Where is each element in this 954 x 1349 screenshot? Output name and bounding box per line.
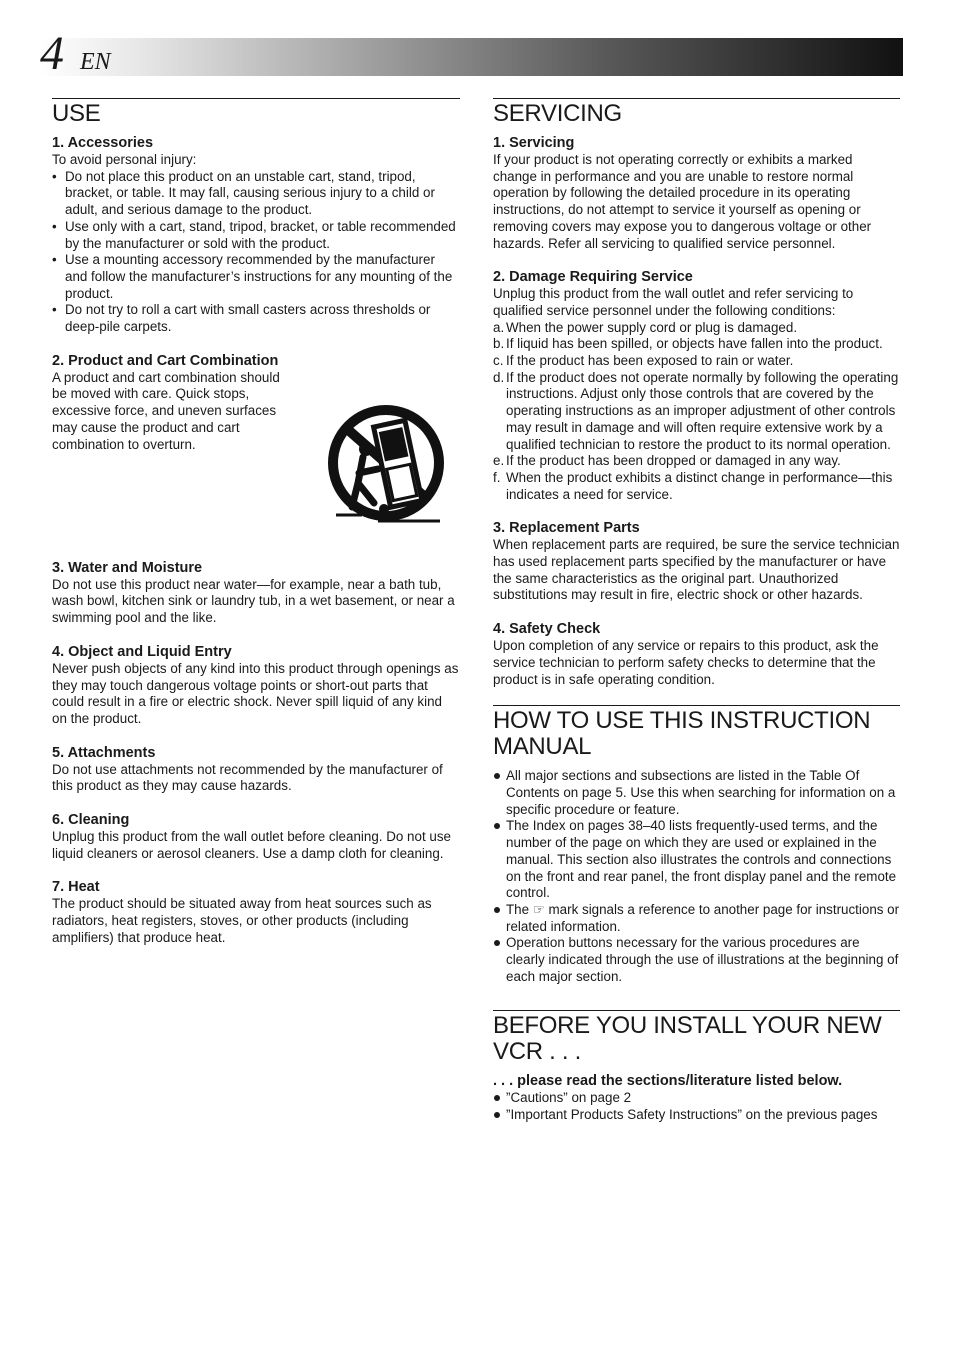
section-title-servicing: SERVICING — [493, 98, 900, 127]
list-item: • Do not place this product on an unstable cart, stand, tripod, bracket, or table. It may fall, causing serious injury to a child or adult, and serious damage to the product. — [52, 168, 435, 218]
accessories-heading: 1. Accessories — [52, 135, 154, 151]
water-text: Do not use this product near water—for example, near a bath tub, wash bowl, kitchen sink or laundry tub, in a wet basement, or near a swimming pool and the like. — [52, 576, 455, 626]
list-item: All major sections and subsections are listed in the Table Of Contents on page 5. Use this when searching for information on a specific procedure or feature. — [493, 768, 900, 818]
safety-heading: 4. Safety Check — [493, 621, 601, 638]
list-item: Operation buttons necessary for the various procedures are clearly indicated through the use of illustrations at the beginning of each major section. — [493, 935, 900, 985]
list-item: a. When the power supply cord or plug is damaged. — [493, 319, 798, 335]
object-heading: 4. Object and Liquid Entry — [52, 643, 232, 660]
servicing-text: If your product is not operating correctly or exhibits a marked change in performance and you are unable to restore normal operation by following the detailed procedure in its operating instructions, do not attempt to service it yourself as opening or removing covers may expose you to dangerous voltage or other hazards. Refer all servicing to qualified service personnel. — [493, 152, 872, 251]
accessories-list — [52, 169, 460, 336]
before-list — [493, 1090, 900, 1123]
cart-block — [52, 353, 460, 543]
heat-text: The product should be situated away from heat sources such as radiators, heat registers, stoves, or other products (including amplifiers) that produce heat. — [52, 896, 432, 945]
section-title-howto: HOW TO USE THIS INSTRUCTION MANUAL — [493, 705, 900, 760]
right-column — [493, 98, 900, 1141]
replacement-heading: 3. Replacement Parts — [493, 520, 640, 537]
list-item: • Use only with a cart, stand, tripod, bracket, or table recommended by the manufacturer or sold with the product. — [52, 218, 456, 251]
damage-block — [493, 269, 900, 503]
list-item: f. When the product exhibits a distinct change in performance—this indicates a need for service. — [493, 469, 893, 502]
heat-heading: 7. Heat — [52, 879, 100, 896]
bullet-dot-icon — [494, 773, 500, 779]
cart-heading: 2. Product and Cart Combination — [52, 352, 279, 369]
howto-list — [493, 768, 900, 985]
page-language: EN — [80, 49, 111, 75]
servicing-block — [493, 135, 900, 252]
bullet-dot-icon — [494, 907, 500, 913]
object-text: Never push objects of any kind into this product through openings as they may touch dangerous voltage points or short-out parts that could result in a fire or electric shock. Never spill liquid of any kind on the product. — [52, 660, 459, 726]
before-subheading: . . . please read the sections/literature listed below. — [493, 1073, 843, 1090]
damage-list — [493, 320, 900, 504]
bullet-dot-icon — [494, 940, 500, 946]
replacement-block — [493, 520, 900, 604]
heat-block — [52, 879, 460, 946]
list-item: b. If liquid has been spilled, or objects have fallen into the product. — [493, 336, 883, 352]
accessories-intro: To avoid personal injury: — [52, 152, 197, 167]
howto-block — [493, 768, 900, 985]
water-block — [52, 560, 460, 627]
cleaning-heading: 6. Cleaning — [52, 812, 130, 829]
safety-block — [493, 621, 900, 688]
accessories-block — [52, 135, 460, 336]
header-gradient-bar — [40, 38, 903, 76]
list-item: e. If the product has been dropped or damaged in any way. — [493, 453, 841, 469]
page-number: 4 — [40, 27, 64, 80]
list-item: c. If the product has been exposed to rain or water. — [493, 353, 794, 369]
section-title-before: BEFORE YOU INSTALL YOUR NEW VCR . . . — [493, 1010, 900, 1065]
servicing-heading: 1. Servicing — [493, 135, 575, 151]
attachments-block — [52, 745, 460, 795]
list-item: • Do not try to roll a cart with small casters across thresholds or deep-pile carpets. — [52, 302, 431, 335]
list-item: The ☞ mark signals a reference to another page for instructions or related information. — [493, 902, 900, 935]
cleaning-text: Unplug this product from the wall outlet before cleaning. Do not use liquid cleaners or aerosol cleaners. Use a damp cloth for cleaning. — [52, 829, 451, 861]
list-item: The Index on pages 38–40 lists frequently-used terms, and the number of the page on which they are used or explained in the manual. This section also illustrates the controls and connections on the front and rear panel, the front display panel and the remote control. — [493, 818, 900, 902]
left-column — [52, 98, 460, 964]
list-item: • Use a mounting accessory recommended by the manufacturer and follow the manufacturer’s instructions for any mounting of the product. — [52, 252, 453, 301]
water-heading: 3. Water and Moisture — [52, 559, 203, 576]
damage-intro: Unplug this product from the wall outlet and refer servicing to qualified service personnel under the following conditions: — [493, 286, 854, 318]
list-item: ”Cautions” on page 2 — [493, 1090, 900, 1107]
cart-tipover-warning-icon — [322, 403, 450, 531]
bullet-dot-icon — [494, 1112, 500, 1118]
safety-text: Upon completion of any service or repairs to this product, ask the service technician to perform safety checks to determine that the product is in safe operating condition. — [493, 638, 879, 687]
cleaning-block — [52, 812, 460, 862]
replacement-text: When replacement parts are required, be sure the service technician has used replacement parts specified by the manufacturer or have the same characteristics as the original part. Unauthorized substitutions may result in fire, electric shock or other hazards. — [493, 537, 900, 603]
cart-text: A product and cart combination should be moved with care. Quick stops, excessive force, and uneven surfaces may cause the product and cart combination to overturn. — [52, 369, 280, 452]
bullet-dot-icon — [494, 823, 500, 829]
object-block — [52, 644, 460, 728]
list-item: ”Important Products Safety Instructions” on the previous pages — [493, 1107, 900, 1124]
bullet-dot-icon — [494, 1095, 500, 1101]
before-block — [493, 1073, 900, 1123]
page-header — [40, 27, 903, 80]
attachments-heading: 5. Attachments — [52, 744, 156, 761]
section-title-use: USE — [52, 98, 460, 127]
attachments-text: Do not use attachments not recommended by the manufacturer of this product as they may cause hazards. — [52, 761, 443, 794]
list-item: d. If the product does not operate normally by following the operating instructions. Adjust only those controls that are covered by the operating instructions as an improper adjustment of other controls may result in damage and will often require extensive work by a qualified technician to restore the product to its normal operation. — [493, 369, 899, 452]
damage-heading: 2. Damage Requiring Service — [493, 269, 693, 286]
